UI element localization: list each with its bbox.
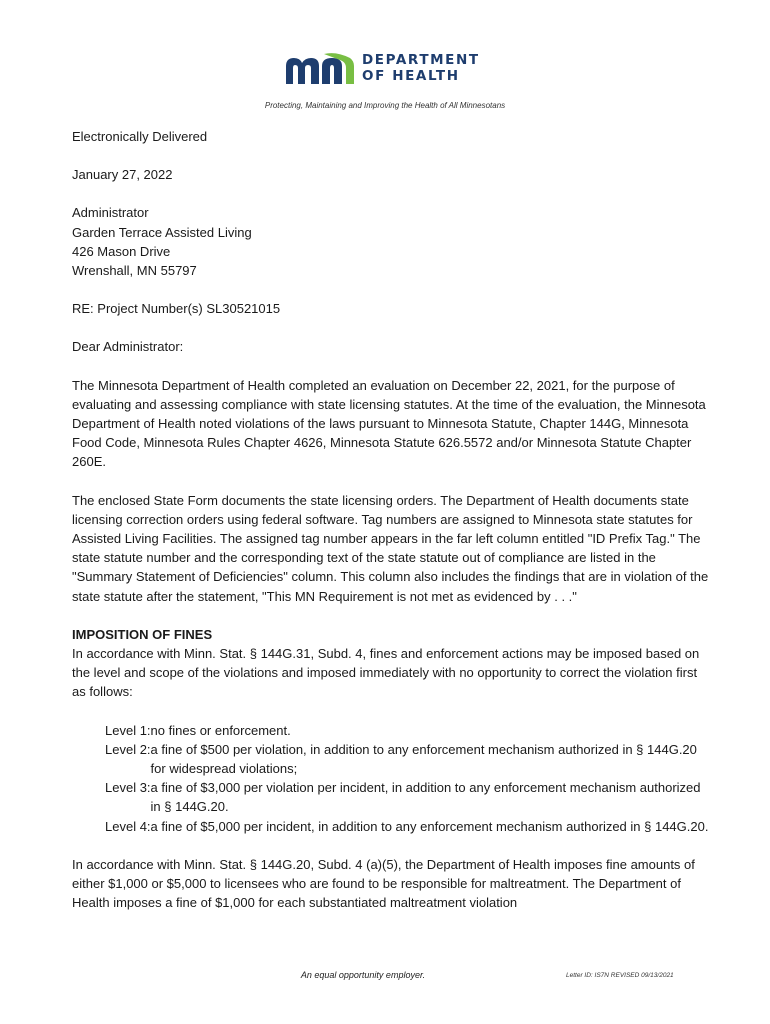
recipient-address (72, 203, 712, 280)
letter-date: January 27, 2022 (72, 167, 173, 183)
level-text: a fine of $3,000 per violation per incident, in addition to any enforcement mechanism authorized in § 144G.20. (150, 780, 701, 815)
re-line: RE: Project Number(s) SL30521015 (72, 301, 281, 317)
address-line: Administrator (72, 205, 149, 221)
level-label: Level 4: (105, 818, 151, 834)
logo-text-of-health: OF HEALTH (362, 68, 460, 84)
level-text: no fines or enforcement. (150, 722, 291, 738)
paragraph-state-form: The enclosed State Form documents the state licensing orders. The Department of Health documents state licensing correction orders using federal software. Tag numbers are assigned to Minnesota state statutes for Assisted Living Facilities. The assigned tag number appears in the far left column entitled "ID Prefix Tag." The state statute number and the corresponding text of the state statute out of compliance are listed in the "Summary Statement of Deficiencies" column. This column also includes the findings that are in violation of the state statute after the statement, "This MN Requirement is not met as evidenced by . . ." (72, 492, 709, 604)
list-item (105, 817, 712, 836)
level-label: Level 1: (105, 722, 151, 738)
list-item (105, 740, 712, 778)
mn-logo-icon (284, 52, 358, 86)
level-label: Level 3: (105, 780, 151, 796)
paragraph-maltreatment: In accordance with Minn. Stat. § 144G.20, Subd. 4 (a)(5), the Department of Health imposes fine amounts of either $1,000 or $5,000 to licensees who are found to be responsible for maltreatment. The Department of Health imposes a fine of $1,000 for each substantiated maltreatment violation (72, 856, 695, 911)
letter-id-footer: Letter ID: IS7N REVISED 09/13/2021 (566, 972, 674, 979)
equal-opportunity-footer: An equal opportunity employer. (300, 970, 426, 980)
paragraph-fines-intro: In accordance with Minn. Stat. § 144G.31, Subd. 4, fines and enforcement actions may be imposed based on the level and scope of the violations and imposed immediately with no opportunity to correct the violation first as follows: (72, 646, 700, 700)
paragraph-evaluation: The Minnesota Department of Health completed an evaluation on December 22, 2021, for the purpose of evaluating and assessing compliance with state licensing statutes. At the time of the evaluation, the Minnesota Department of Health noted violations of the laws pursuant to Minnesota Statute, Chapter 144G, Minnesota Food Code, Minnesota Rules Chapter 4626, Minnesota Statute 626.5572 and/or Minnesota Statute Chapter 260E. (72, 377, 706, 470)
level-text: a fine of $5,000 per incident, in addition to any enforcement mechanism authorized in § 144G.20. (150, 818, 709, 834)
list-item (105, 778, 712, 816)
logo-text-department: DEPARTMENT (362, 52, 480, 68)
fines-heading: IMPOSITION OF FINES (72, 626, 213, 642)
address-line: 426 Mason Drive (72, 243, 171, 259)
address-line: Wrenshall, MN 55797 (72, 263, 197, 279)
mdh-logo (284, 52, 494, 86)
fine-levels-list (105, 721, 712, 836)
salutation: Dear Administrator: (72, 339, 184, 355)
letter-body (72, 127, 712, 932)
level-label: Level 2: (105, 741, 151, 757)
delivery-method: Electronically Delivered (72, 129, 208, 144)
level-text: a fine of $500 per violation, in addition to any enforcement mechanism authorized in § 144G.20 for widespread violations; (150, 741, 697, 777)
address-line: Garden Terrace Assisted Living (72, 224, 252, 240)
tagline: Protecting, Maintaining and Improving the Health of All Minnesotans (264, 101, 506, 110)
list-item (105, 721, 712, 740)
